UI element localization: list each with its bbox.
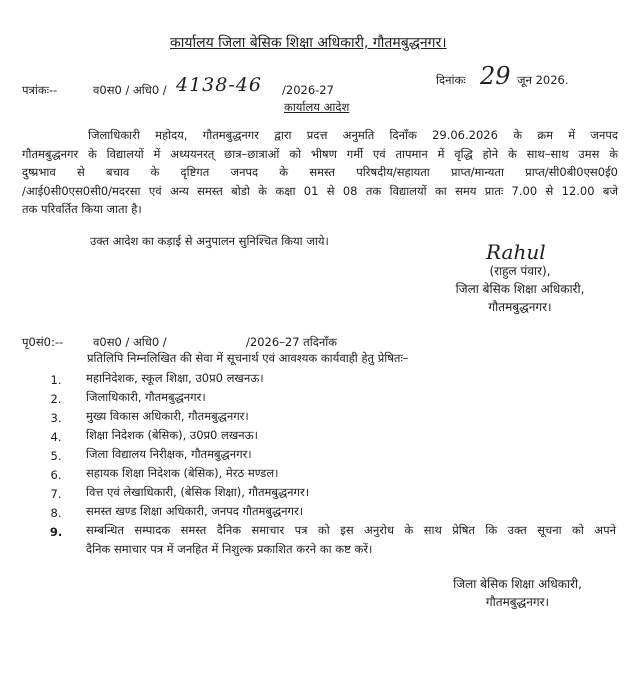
closing-designation: जिला बेसिक शिक्षा अधिकारी, — [453, 577, 582, 591]
date-month-year: जून 2026. — [517, 73, 569, 87]
item-number: 6. — [50, 468, 62, 482]
signatory-place: गौतमबुद्धनगर। — [488, 300, 552, 314]
list-item: जिला विद्यालय निरीक्षक, गौतमबुद्धनगर। — [86, 447, 252, 461]
compliance-line: उक्त आदेश का कड़ाई से अनुपालन सुनिश्चित किया जाये। — [90, 234, 329, 248]
item-number: 4. — [50, 430, 62, 444]
endorsement-label: पृ0सं0:-- — [22, 335, 64, 349]
list-item: वित्त एवं लेखाधिकारी, (बेसिक शिक्षा), गौतमबुद्धनगर। — [86, 485, 310, 499]
list-item: महानिदेशक, स्कूल शिक्षा, उ0प्र0 लखनऊ। — [86, 371, 264, 385]
body-line-3: दुष्प्रभाव से बचाव के दृष्टिगत जनपद के समस्त परिषदीय/सहायता प्राप्त/मान्यता प्राप्त/सी0बी0एस0ई0 — [22, 165, 618, 179]
item-number: 3. — [50, 411, 62, 425]
office-title: कार्यालय जिला बेसिक शिक्षा अधिकारी, गौतमबुद्धनगर। — [170, 35, 447, 51]
closing-place: गौतमबुद्धनगर। — [485, 595, 550, 609]
item-number: 2. — [50, 392, 62, 406]
closing-signatory-block — [425, 575, 610, 611]
signature-handwritten: Rahul — [486, 240, 546, 264]
patrank-label: पत्रांकः-- — [22, 83, 58, 97]
item-number: 7. — [50, 487, 62, 501]
body-line-2: गौतमबुद्धनगर के विद्यालयों में अध्ययनरत् छात्र–छात्राओं को भीषण गर्मी एवं तापमान में वृद्धि होने के साथ–साथ उमस के — [22, 146, 618, 161]
body-line-4: /आई0सी0एस0सी0/मदरसा एवं अन्य समस्त बोडो के कक्षा 01 से 08 तक विद्यालयों का समय प्रातः 7.00 से 12.00 बजे — [22, 183, 618, 198]
endorsement-year-date: /2026–27 तदिनाँक — [246, 335, 338, 349]
list-item: समस्त खण्ड शिक्षा अधिकारी, जनपद गौतमबुद्धनगर। — [86, 504, 304, 518]
date-day-handwritten: 29 — [480, 62, 511, 90]
list-item: सम्बन्धित सम्पादक समस्त दैनिक समाचार पत्र को इस अनुरोध के साथ प्रेषित कि उक्त सूचना को अपने — [86, 523, 616, 537]
list-item: शिक्षा निदेशक (बेसिक), उ0प्र0 लखनऊ। — [86, 428, 258, 442]
endorsement-prefix: व0स0 / अधि0 / — [93, 335, 167, 349]
list-item: मुख्य विकास अधिकारी, गौतमबुद्धनगर। — [86, 409, 249, 423]
endorsement-intro: प्रतिलिपि निम्नलिखित की सेवा में सूचनार्थ एवं आवश्यक कार्यवाही हेतु प्रेषितः– — [87, 351, 409, 365]
list-item: सहायक शिक्षा निदेशक (बेसिक), मेरठ मण्डल। — [86, 466, 279, 480]
item-number: 5. — [50, 449, 62, 463]
list-item: जिलाधिकारी, गौतमबुद्धनगर। — [86, 390, 206, 404]
item-number: 1. — [50, 373, 62, 387]
item-number: 9. — [49, 525, 63, 539]
date-label: दिनांकः — [436, 73, 466, 87]
signatory-designation: जिला बेसिक शिक्षा अधिकारी, — [455, 282, 585, 296]
reference-prefix: व0स0 / अधि0 / — [93, 83, 167, 97]
order-body — [22, 126, 618, 219]
body-line-1: जिलाधिकारी महोदय, गौतमबुद्धनगर द्वारा प्रदत्त अनुमति दिनाँक 29.06.2026 के क्रम में जनपद — [88, 128, 618, 142]
reference-year: /2026-27 — [282, 83, 334, 97]
signatory-name: (राहुल पंवार), — [489, 264, 551, 278]
list-item-continuation: दैनिक समाचार पत्र में जनहित में निशुल्क प्रकाशित करने का कष्ट करें। — [86, 542, 373, 556]
item-number: 8. — [50, 506, 62, 520]
reference-number-handwritten: 4138-46 — [176, 74, 262, 96]
body-line-5: तक परिवर्तित किया जाता है। — [22, 202, 142, 216]
order-title: कार्यालय आदेश — [284, 100, 350, 114]
signatory-block — [430, 262, 610, 316]
